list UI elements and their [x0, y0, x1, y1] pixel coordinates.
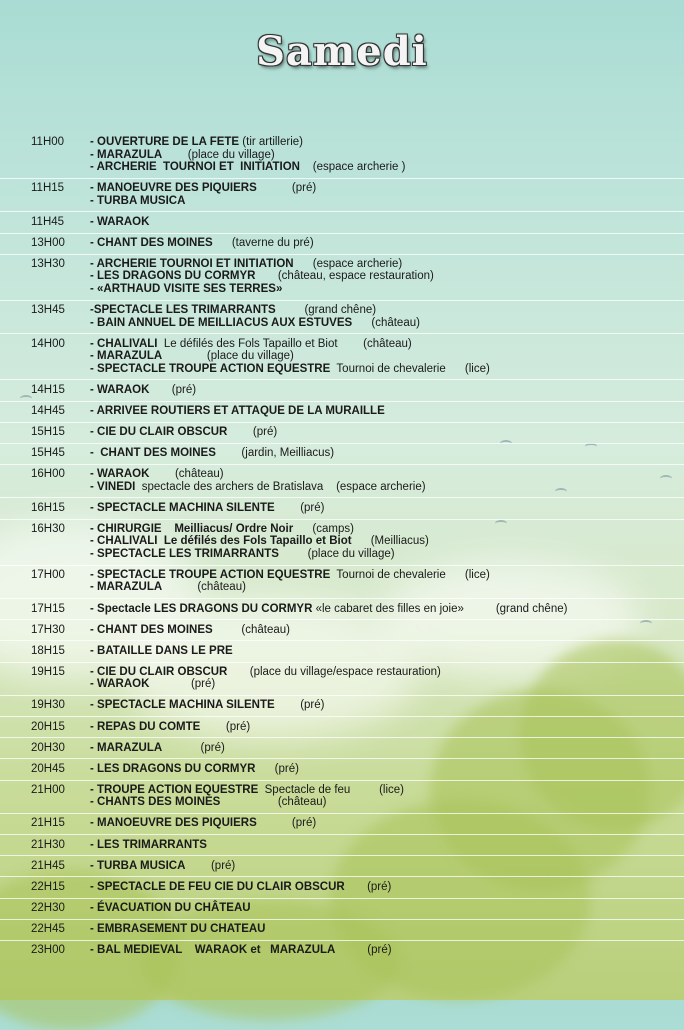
event-line [90, 363, 670, 376]
row-divider [0, 565, 684, 566]
event-details: Le défilés des Fols Tapaillo et Biot (château) [157, 337, 412, 350]
schedule-events [90, 603, 670, 616]
event-line [90, 468, 670, 481]
row-divider [0, 919, 684, 920]
event-name: - CHIRURGIE Meilliacus/ Ordre Noir [90, 522, 294, 535]
row-divider [0, 855, 684, 856]
schedule-events [90, 944, 670, 957]
row-divider [0, 640, 684, 641]
schedule-events [90, 721, 670, 734]
event-line [90, 405, 670, 418]
schedule-events [90, 699, 670, 712]
row-divider [0, 233, 684, 234]
event-name: - CIE DU CLAIR OBSCUR [90, 665, 228, 678]
row-divider [0, 443, 684, 444]
event-line [90, 195, 670, 208]
event-details: (taverne du pré) [212, 236, 314, 249]
schedule-events [90, 569, 670, 594]
event-name: - MARAZULA [90, 741, 163, 754]
event-line [90, 384, 670, 397]
row-divider [0, 178, 684, 179]
event-details: (jardin, Meilliacus) [215, 447, 335, 459]
event-details: (place du village) [278, 547, 395, 560]
event-details: (château) [220, 796, 327, 809]
event-details: (pré) [255, 762, 299, 775]
schedule-time: 22H30 [31, 901, 65, 914]
event-line [90, 182, 670, 195]
schedule-events [90, 902, 670, 915]
event-details: (pré) [149, 678, 216, 691]
schedule-time: 16H15 [31, 501, 65, 514]
event-details: Tournoi de chevalerie (lice) [330, 362, 490, 375]
schedule-events [90, 645, 670, 658]
event-name: - CHANT DES MOINES [90, 623, 213, 636]
schedule-time: 11H15 [31, 182, 65, 195]
schedule-events [90, 237, 670, 250]
event-name: - CHALIVALI Le défilés des Fols Tapaillo et Biot [90, 535, 352, 548]
event-line [90, 216, 670, 229]
event-details: (place du village/espace restauration) [227, 665, 441, 678]
schedule-time: 14H00 [31, 337, 65, 350]
event-details: (pré) [200, 720, 251, 733]
event-details: (tir artillerie) [239, 136, 303, 148]
event-line [90, 624, 670, 637]
schedule-time: 20H45 [31, 762, 65, 775]
schedule-time: 18H15 [31, 644, 65, 657]
event-name: - «ARTHAUD VISITE SES TERRES» [90, 282, 283, 295]
event-name: - LES DRAGONS DU CORMYR [90, 762, 256, 775]
event-line [90, 721, 670, 734]
event-line [90, 338, 670, 351]
row-divider [0, 464, 684, 465]
schedule-events [90, 182, 670, 207]
event-name: - CHANT DES MOINES [90, 236, 213, 249]
row-divider [0, 662, 684, 663]
event-name: - CHANT DES MOINES [90, 447, 216, 459]
row-divider [0, 497, 684, 498]
event-line [90, 161, 670, 174]
schedule-time: 21H45 [31, 859, 65, 872]
event-name: - WARAOK [90, 468, 150, 481]
event-line [90, 569, 670, 582]
event-details: (pré) [185, 859, 236, 872]
event-details: Spectacle de feu (lice) [258, 783, 404, 796]
schedule-events [90, 447, 670, 460]
event-line [90, 923, 670, 936]
event-name: -SPECTACLE LES TRIMARRANTS [90, 304, 276, 316]
event-line [90, 535, 670, 548]
schedule-time: 16H30 [31, 522, 65, 535]
schedule-time: 22H15 [31, 880, 65, 893]
row-divider [0, 940, 684, 941]
event-name: - TROUPE ACTION EQUESTRE [90, 783, 259, 796]
event-details: (pré) [162, 741, 225, 754]
event-details: (espace archerie ) [299, 161, 406, 173]
event-line [90, 237, 670, 250]
schedule-events [90, 666, 670, 691]
event-name: - SPECTACLE MACHINA SILENTE [90, 699, 275, 712]
event-name: - MARAZULA [90, 350, 163, 363]
schedule-events [90, 923, 670, 936]
event-details: Tournoi de chevalerie (lice) [330, 568, 490, 581]
row-divider [0, 401, 684, 402]
row-divider [0, 834, 684, 835]
event-name: - ARCHERIE TOURNOI ET INITIATION [90, 161, 300, 173]
schedule-events [90, 216, 670, 229]
event-line [90, 742, 670, 755]
row-divider [0, 898, 684, 899]
row-divider [0, 876, 684, 877]
event-details: (château) [212, 623, 291, 636]
event-details: (pré) [256, 817, 317, 830]
row-divider [0, 758, 684, 759]
schedule-events [90, 839, 670, 852]
schedule-time: 11H45 [31, 215, 65, 228]
event-line [90, 581, 670, 594]
event-name: - MARAZULA [90, 581, 163, 594]
event-details: (camps) [293, 522, 354, 535]
row-divider [0, 598, 684, 599]
schedule-time: 17H00 [31, 568, 65, 581]
event-line [90, 645, 670, 658]
event-line [90, 317, 670, 330]
event-line [90, 523, 670, 536]
schedule-events [90, 860, 670, 873]
event-line [90, 304, 670, 317]
schedule-events [90, 763, 670, 776]
schedule-time: 13H30 [31, 257, 65, 270]
event-line [90, 149, 670, 162]
event-name: - BATAILLE DANS LE PRE [90, 644, 233, 657]
row-divider [0, 379, 684, 380]
schedule-events [90, 742, 670, 755]
event-name: - MANOEUVRE DES PIQUIERS [90, 182, 257, 195]
schedule-time: 17H30 [31, 623, 65, 636]
event-details: (pré) [256, 182, 317, 195]
row-divider [0, 519, 684, 520]
schedule-events [90, 468, 670, 493]
schedule-time: 21H15 [31, 817, 65, 830]
event-line [90, 678, 670, 691]
event-details: (pré) [335, 944, 392, 956]
event-line [90, 447, 670, 460]
event-name: - LES DRAGONS DU CORMYR [90, 270, 256, 283]
event-line [90, 839, 670, 852]
event-name: - CHALIVALI [90, 337, 158, 350]
event-name: - LES TRIMARRANTS [90, 838, 207, 851]
event-name: - ARRIVEE ROUTIERS ET ATTAQUE DE LA MURAILLE [90, 404, 385, 417]
event-name: - SPECTACLE DE FEU CIE DU CLAIR OBSCUR [90, 880, 345, 893]
event-details: (pré) [274, 501, 325, 514]
event-line [90, 270, 670, 283]
event-name: - SPECTACLE TROUPE ACTION EQUESTRE [90, 568, 331, 581]
event-line [90, 699, 670, 712]
event-line [90, 603, 670, 616]
event-line [90, 817, 670, 830]
event-name: - TURBA MUSICA [90, 859, 186, 872]
schedule-events [90, 304, 670, 329]
schedule-events [90, 502, 670, 515]
schedule-time: 13H00 [31, 236, 65, 249]
row-divider [0, 333, 684, 334]
event-name: - REPAS DU COMTE [90, 720, 201, 733]
schedule-time: 13H45 [31, 304, 65, 316]
event-details: spectacle des archers de Bratislava (espace archerie) [135, 480, 426, 493]
schedule-time: 22H45 [31, 922, 65, 935]
event-name: - SPECTACLE MACHINA SILENTE [90, 501, 275, 514]
schedule-events [90, 624, 670, 637]
event-details: (place du village) [162, 350, 294, 363]
row-divider [0, 716, 684, 717]
schedule-events [90, 881, 670, 894]
row-divider [0, 211, 684, 212]
event-details: (place du village) [162, 148, 275, 161]
schedule-time: 20H15 [31, 720, 65, 733]
event-name: - EMBRASEMENT DU CHATEAU [90, 922, 266, 935]
event-name: - ÉVACUATION DU CHÂTEAU [90, 901, 251, 914]
schedule-time: 15H15 [31, 425, 65, 438]
page-title: Samedi [256, 28, 428, 75]
schedule-time: 14H15 [31, 383, 65, 396]
schedule-events [90, 426, 670, 439]
row-divider [0, 422, 684, 423]
event-name: - MARAZULA [90, 148, 163, 161]
event-line [90, 136, 670, 149]
schedule-events [90, 523, 670, 561]
event-details: (espace archerie) [293, 257, 403, 270]
event-details: (pré) [344, 880, 392, 893]
schedule-time: 17H15 [31, 602, 65, 615]
row-divider [0, 695, 684, 696]
event-line [90, 283, 670, 296]
schedule-time: 11H00 [31, 136, 65, 148]
event-name: - OUVERTURE DE LA FETE [90, 136, 240, 148]
event-line [90, 796, 670, 809]
schedule-time: 21H00 [31, 783, 65, 796]
event-name: - BAL MEDIEVAL WARAOK et MARAZULA [90, 944, 336, 956]
event-line [90, 666, 670, 679]
event-details: (pré) [149, 383, 197, 396]
event-name: - WARAOK [90, 215, 150, 228]
event-name: - WARAOK [90, 678, 150, 691]
event-details: (pré) [227, 425, 278, 438]
event-details: (château) [149, 468, 224, 481]
event-name: - BAIN ANNUEL DE MEILLIACUS AUX ESTUVES [90, 316, 353, 329]
schedule-events [90, 817, 670, 830]
event-line [90, 548, 670, 561]
schedule-events [90, 405, 670, 418]
event-name: - ARCHERIE TOURNOI ET INITIATION [90, 257, 294, 270]
event-name: - CIE DU CLAIR OBSCUR [90, 425, 228, 438]
schedule-events [90, 136, 670, 174]
event-details: (château) [352, 316, 420, 329]
row-divider [0, 780, 684, 781]
event-line [90, 763, 670, 776]
schedule-events [90, 338, 670, 376]
event-line [90, 784, 670, 797]
event-line [90, 502, 670, 515]
event-name: - TURBA MUSICA [90, 194, 186, 207]
event-name: - WARAOK [90, 383, 150, 396]
row-divider [0, 737, 684, 738]
event-line [90, 881, 670, 894]
event-details: (pré) [274, 699, 325, 712]
row-divider [0, 619, 684, 620]
event-line [90, 350, 670, 363]
event-line [90, 426, 670, 439]
event-details: (château) [162, 581, 246, 594]
event-line [90, 860, 670, 873]
schedule-time: 23H00 [31, 944, 65, 956]
schedule-time: 19H30 [31, 699, 65, 712]
row-divider [0, 813, 684, 814]
event-name: - Spectacle LES DRAGONS DU CORMYR [90, 602, 313, 615]
event-details: (grand chêne) [275, 304, 377, 316]
row-divider [0, 254, 684, 255]
row-divider [0, 300, 684, 301]
event-details: «le cabaret des filles en joie» (grand chêne) [312, 602, 568, 615]
event-details: (château, espace restauration) [255, 270, 434, 283]
schedule-events [90, 784, 670, 809]
event-details: (Meilliacus) [351, 535, 429, 548]
schedule-events [90, 384, 670, 397]
event-name: - SPECTACLE TROUPE ACTION EQUESTRE [90, 362, 331, 375]
schedule-time: 19H15 [31, 665, 65, 678]
schedule-time: 15H45 [31, 447, 65, 459]
schedule-events [90, 258, 670, 296]
event-name: - CHANTS DES MOINES [90, 796, 221, 809]
event-name: - MANOEUVRE DES PIQUIERS [90, 817, 257, 830]
event-name: - SPECTACLE LES TRIMARRANTS [90, 547, 279, 560]
event-line [90, 902, 670, 915]
schedule-time: 20H30 [31, 741, 65, 754]
event-line [90, 258, 670, 271]
event-line [90, 481, 670, 494]
event-line [90, 944, 670, 957]
schedule-time: 14H45 [31, 404, 65, 417]
schedule-time: 21H30 [31, 838, 65, 851]
schedule-time: 16H00 [31, 468, 65, 481]
event-name: - VINEDI [90, 480, 136, 493]
